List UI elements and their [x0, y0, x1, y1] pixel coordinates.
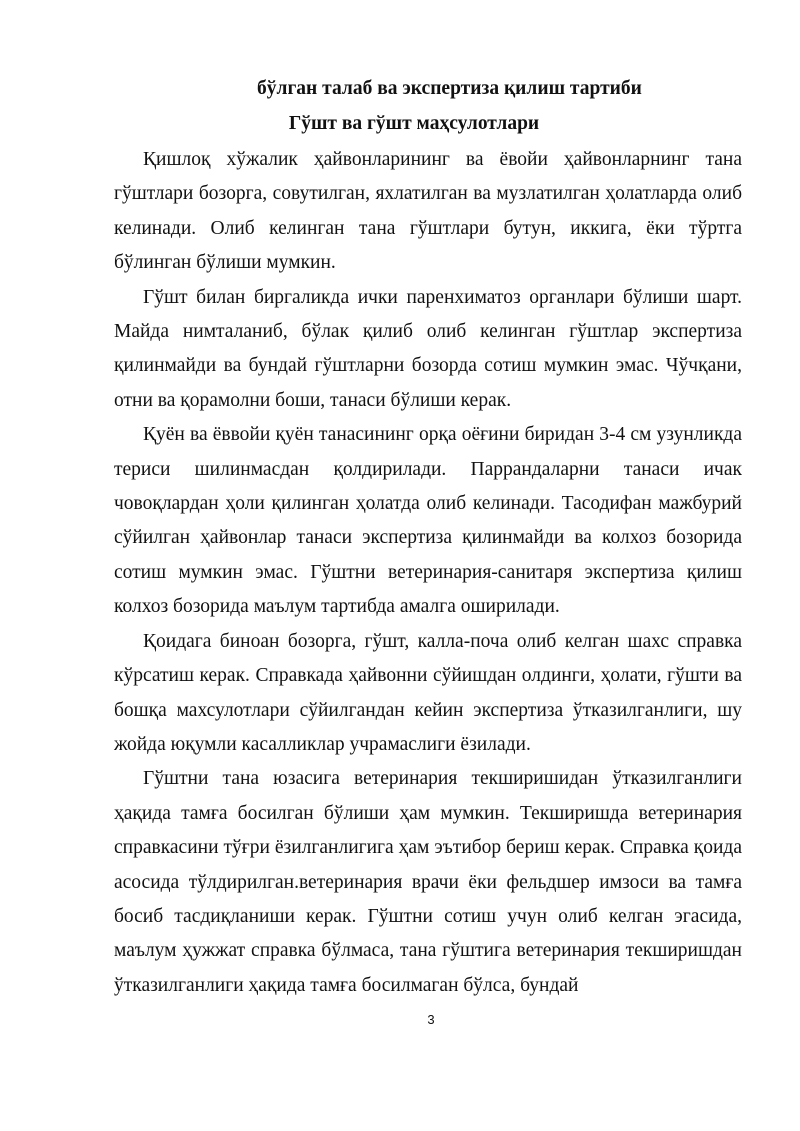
- subsection-heading: Гўшт ва гўшт маҳсулотлари: [288, 113, 540, 134]
- body-text: [114, 143, 742, 1003]
- paragraph-5: Гўштни тана юзасига ветеринария текширишидан ўтказилганлиги ҳақида тамға босилган бўлиши ҳам мумкин. Текширишда ветеринария справкасини тўғри ёзилганлигига ҳам эътибор бериш керак. Справка қоида асосида тўлдирилган.ветеринария врачи ёки фельдшер имзоси ва тамға босиб тасдиқланиши керак. Гўштни сотиш учун олиб келган эгасида, маълум ҳужжат справка бўлмаса, тана гўштига ветеринария текширишдан ўтказилганлиги ҳақида тамға босилмаган бўлса, бундай: [114, 768, 742, 996]
- section-heading: бўлган талаб ва экспертиза қилиш тартиби: [257, 78, 642, 99]
- paragraph-4: Қоидага биноан бозорга, гўшт, калла-поча олиб келган шахс справка кўрсатиш керак. Справкада ҳайвонни сўйишдан олдинги, ҳолати, гўшти ва бошқа махсулотлари сўйилгандан кейин экспертиза ўтказилганлиги, шу жойда юқумли касалликлар учрамаслиги ёзилади.: [114, 630, 742, 755]
- paragraph-1: Қишлоқ хўжалик ҳайвонларининг ва ёвойи ҳайвонларнинг тана гўштлари бозорга, совутилган, яхлатилган ва музлатилган ҳолатларда олиб келинади. Олиб келинган тана гўштлари бутун, иккига, ёки тўртга бўлинган бўлиши мумкин.: [114, 149, 742, 274]
- paragraph-3: Қуён ва ёввойи қуён танасининг орқа оёғини биридан 3-4 см узунликда териси шилинмасдан қолдирилади. Паррандаларни танаси ичак човоқлардан ҳоли қилинган ҳолатда олиб келинади. Тасодифан мажбурий сўйилган ҳайвонлар танаси экспертиза қилинмайди ва колхоз бозорида сотиш мумкин эмас. Гўштни ветеринария-санитаря экспертиза қилиш колхоз бозорида маълум тартибда амалга оширилади.: [114, 424, 742, 618]
- paragraph-2: Гўшт билан биргаликда ички паренхиматоз органлари бўлиши шарт. Майда нимталаниб, бўлак қилиб олиб келинган гўштлар экспертиза қилинмайди ва бундай гўштларни бозорда сотиш мумкин эмас. Чўчқани, отни ва қорамолни боши, танаси бўлиши керак.: [114, 286, 742, 411]
- page-number: 3: [427, 1012, 435, 1027]
